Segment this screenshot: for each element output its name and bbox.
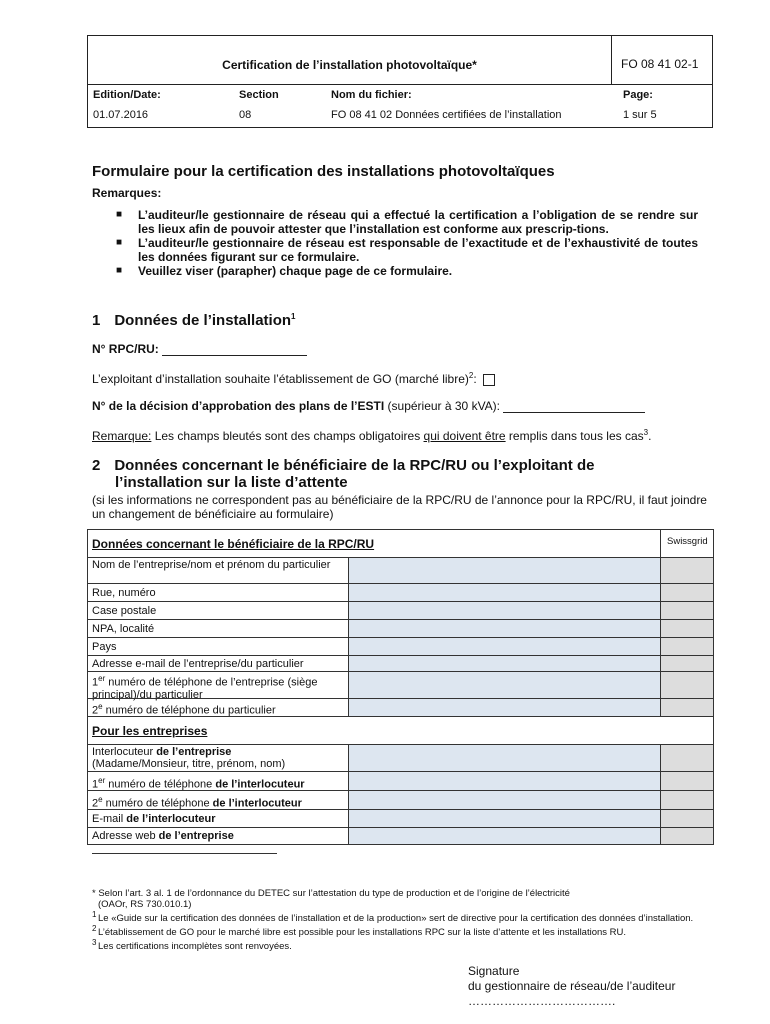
file-value: FO 08 41 02 Données certifiées de l’installation (331, 109, 562, 121)
contact-phone1-input[interactable] (348, 772, 661, 790)
table-row: Case postale (88, 601, 713, 619)
table-header: Données concernant le bénéficiaire de la RPC/RU (92, 537, 375, 551)
table-header-row (88, 530, 713, 557)
table-row: 1er numéro de téléphone de l’entreprise (siège principal)/du particulier (88, 671, 713, 698)
doc-code: FO 08 41 02-1 (621, 57, 699, 71)
table-row: Adresse web de l’entreprise (88, 827, 713, 844)
table-row: Pays (88, 637, 713, 655)
page-value: 1 sur 5 (623, 109, 657, 121)
remark-item: ■ L’auditeur/le gestionnaire de réseau est responsable de l’exactitude et de l’exhaustivité de toutes les données figurant sur ce formulaire. (116, 236, 698, 264)
footnote-divider (92, 853, 277, 854)
table-row: Adresse e-mail de l’entreprise/du particulier (88, 655, 713, 671)
contact-email-input[interactable] (348, 810, 661, 827)
footnote-2: 2 L’établissement de GO pour le marché libre est possible pour les installations RPC sur la liste d’attente et les installations RU. (92, 924, 627, 938)
remarks-list (116, 208, 698, 278)
country-input[interactable] (348, 638, 661, 655)
signature-line[interactable]: ………………………………. (468, 994, 616, 1008)
remark-item: ■ L’auditeur/le gestionnaire de réseau qui a effectué la certification a l’obligation de se rendre sur les lieux afin de pouvoir attester que l’installation est conforme aux prescrip-tions. (116, 208, 698, 236)
postcode-city-input[interactable] (348, 620, 661, 637)
edition-value: 01.07.2016 (93, 109, 149, 121)
table-row: Rue, numéro (88, 583, 713, 601)
remarks-label: Remarques: (92, 186, 162, 200)
table-row: 1er numéro de téléphone de l’interlocuteur (88, 771, 713, 790)
section-value: 08 (239, 109, 252, 121)
esti-row: N° de la décision d’approbation des plans de l’ESTI (supérieur à 30 kVA): (92, 399, 645, 413)
page-label: Page: (623, 89, 653, 101)
phone1-input[interactable] (348, 672, 661, 698)
table-subheader-row (88, 716, 713, 744)
phone2-input[interactable] (348, 699, 661, 716)
footnotes: * Selon l’art. 3 al. 1 de l’ordonnance du DETEC sur l’attestation du type de production et de l’origine de l’électricité (OAOr, RS 730.010.1) 1 Le «Guide sur la certification des données de l’installation et de la production» sert de directive pour la certification des données d’installation. 2 L’établissement de GO pour le marché libre est possible pour les installations RPC sur la liste d’attente et les installations RU. 3 Les certifications incomplètes sont renvoyées. (92, 888, 712, 952)
go-checkbox[interactable] (483, 374, 495, 386)
document-header (87, 35, 713, 128)
contact-phone2-input[interactable] (348, 791, 661, 809)
contact-person-input[interactable] (348, 745, 661, 771)
beneficiary-table (87, 529, 714, 845)
signature-block: Signature du gestionnaire de réseau/de l’auditeur ………………………………. (468, 964, 676, 1008)
table-row: 2e numéro de téléphone de l’interlocuteur (88, 790, 713, 809)
street-input[interactable] (348, 584, 661, 601)
remark-item: ■ Veuillez viser (parapher) chaque page de ce formulaire. (116, 264, 453, 278)
table-row: 2e numéro de téléphone du particulier (88, 698, 713, 716)
section-2-heading: 2 Données concernant le bénéficiaire de la RPC/RU ou l’exploitant de l’installation sur la liste d’attente (92, 457, 595, 491)
section-label: Section (239, 89, 279, 101)
rpc-row: N° RPC/RU: (92, 342, 307, 356)
section-1-heading: 1 Données de l’installation$^1$ (92, 312, 296, 329)
swissgrid-column-header: Swissgrid (667, 536, 708, 547)
po-box-input[interactable] (348, 602, 661, 619)
website-input[interactable] (348, 828, 661, 844)
footnote-1: 1 Le «Guide sur la certification des données de l’installation et de la production» sert de directive pour la certification des données d’installation. (92, 910, 694, 924)
table-row: Nom de l’entreprise/nom et prénom du particulier (88, 557, 713, 583)
company-name-input[interactable] (348, 558, 661, 583)
footnote-3: 3 Les certifications incomplètes sont renvoyées. (92, 938, 292, 952)
file-label: Nom du fichier: (331, 89, 412, 101)
table-row: E-mail de l’interlocuteur (88, 809, 713, 827)
table-row: Interlocuteur de l’entreprise (Madame/Monsieur, titre, prénom, nom) (88, 744, 713, 771)
section-2-intro: (si les informations ne correspondent pas au bénéficiaire de la RPC/RU de l’annonce pour la RPC/RU, il faut joindre un changement de bénéficiaire au formulaire) (92, 493, 707, 521)
email-input[interactable] (348, 656, 661, 671)
edition-label: Edition/Date: (93, 89, 161, 101)
mandatory-note: Remarque: Les champs bleutés sont des champs obligatoires qui doivent être remplis dans tous les cas$^3$. (92, 428, 652, 443)
esti-decision-field[interactable] (503, 400, 645, 413)
table-row: NPA, localité (88, 619, 713, 637)
form-title: Certification de l’installation photovoltaïque* (222, 58, 477, 72)
go-row: L’exploitant d’installation souhaite l’établissement de GO (marché libre)$^2$: (92, 371, 495, 386)
footnote-star: * Selon l’art. 3 al. 1 de l’ordonnance du DETEC sur l’attestation du type de production et de l’origine de l’électricité (92, 888, 570, 899)
rpc-number-field[interactable] (162, 343, 307, 356)
main-title: Formulaire pour la certification des installations photovoltaïques (92, 163, 555, 180)
table-subheader: Pour les entreprises (92, 724, 208, 738)
